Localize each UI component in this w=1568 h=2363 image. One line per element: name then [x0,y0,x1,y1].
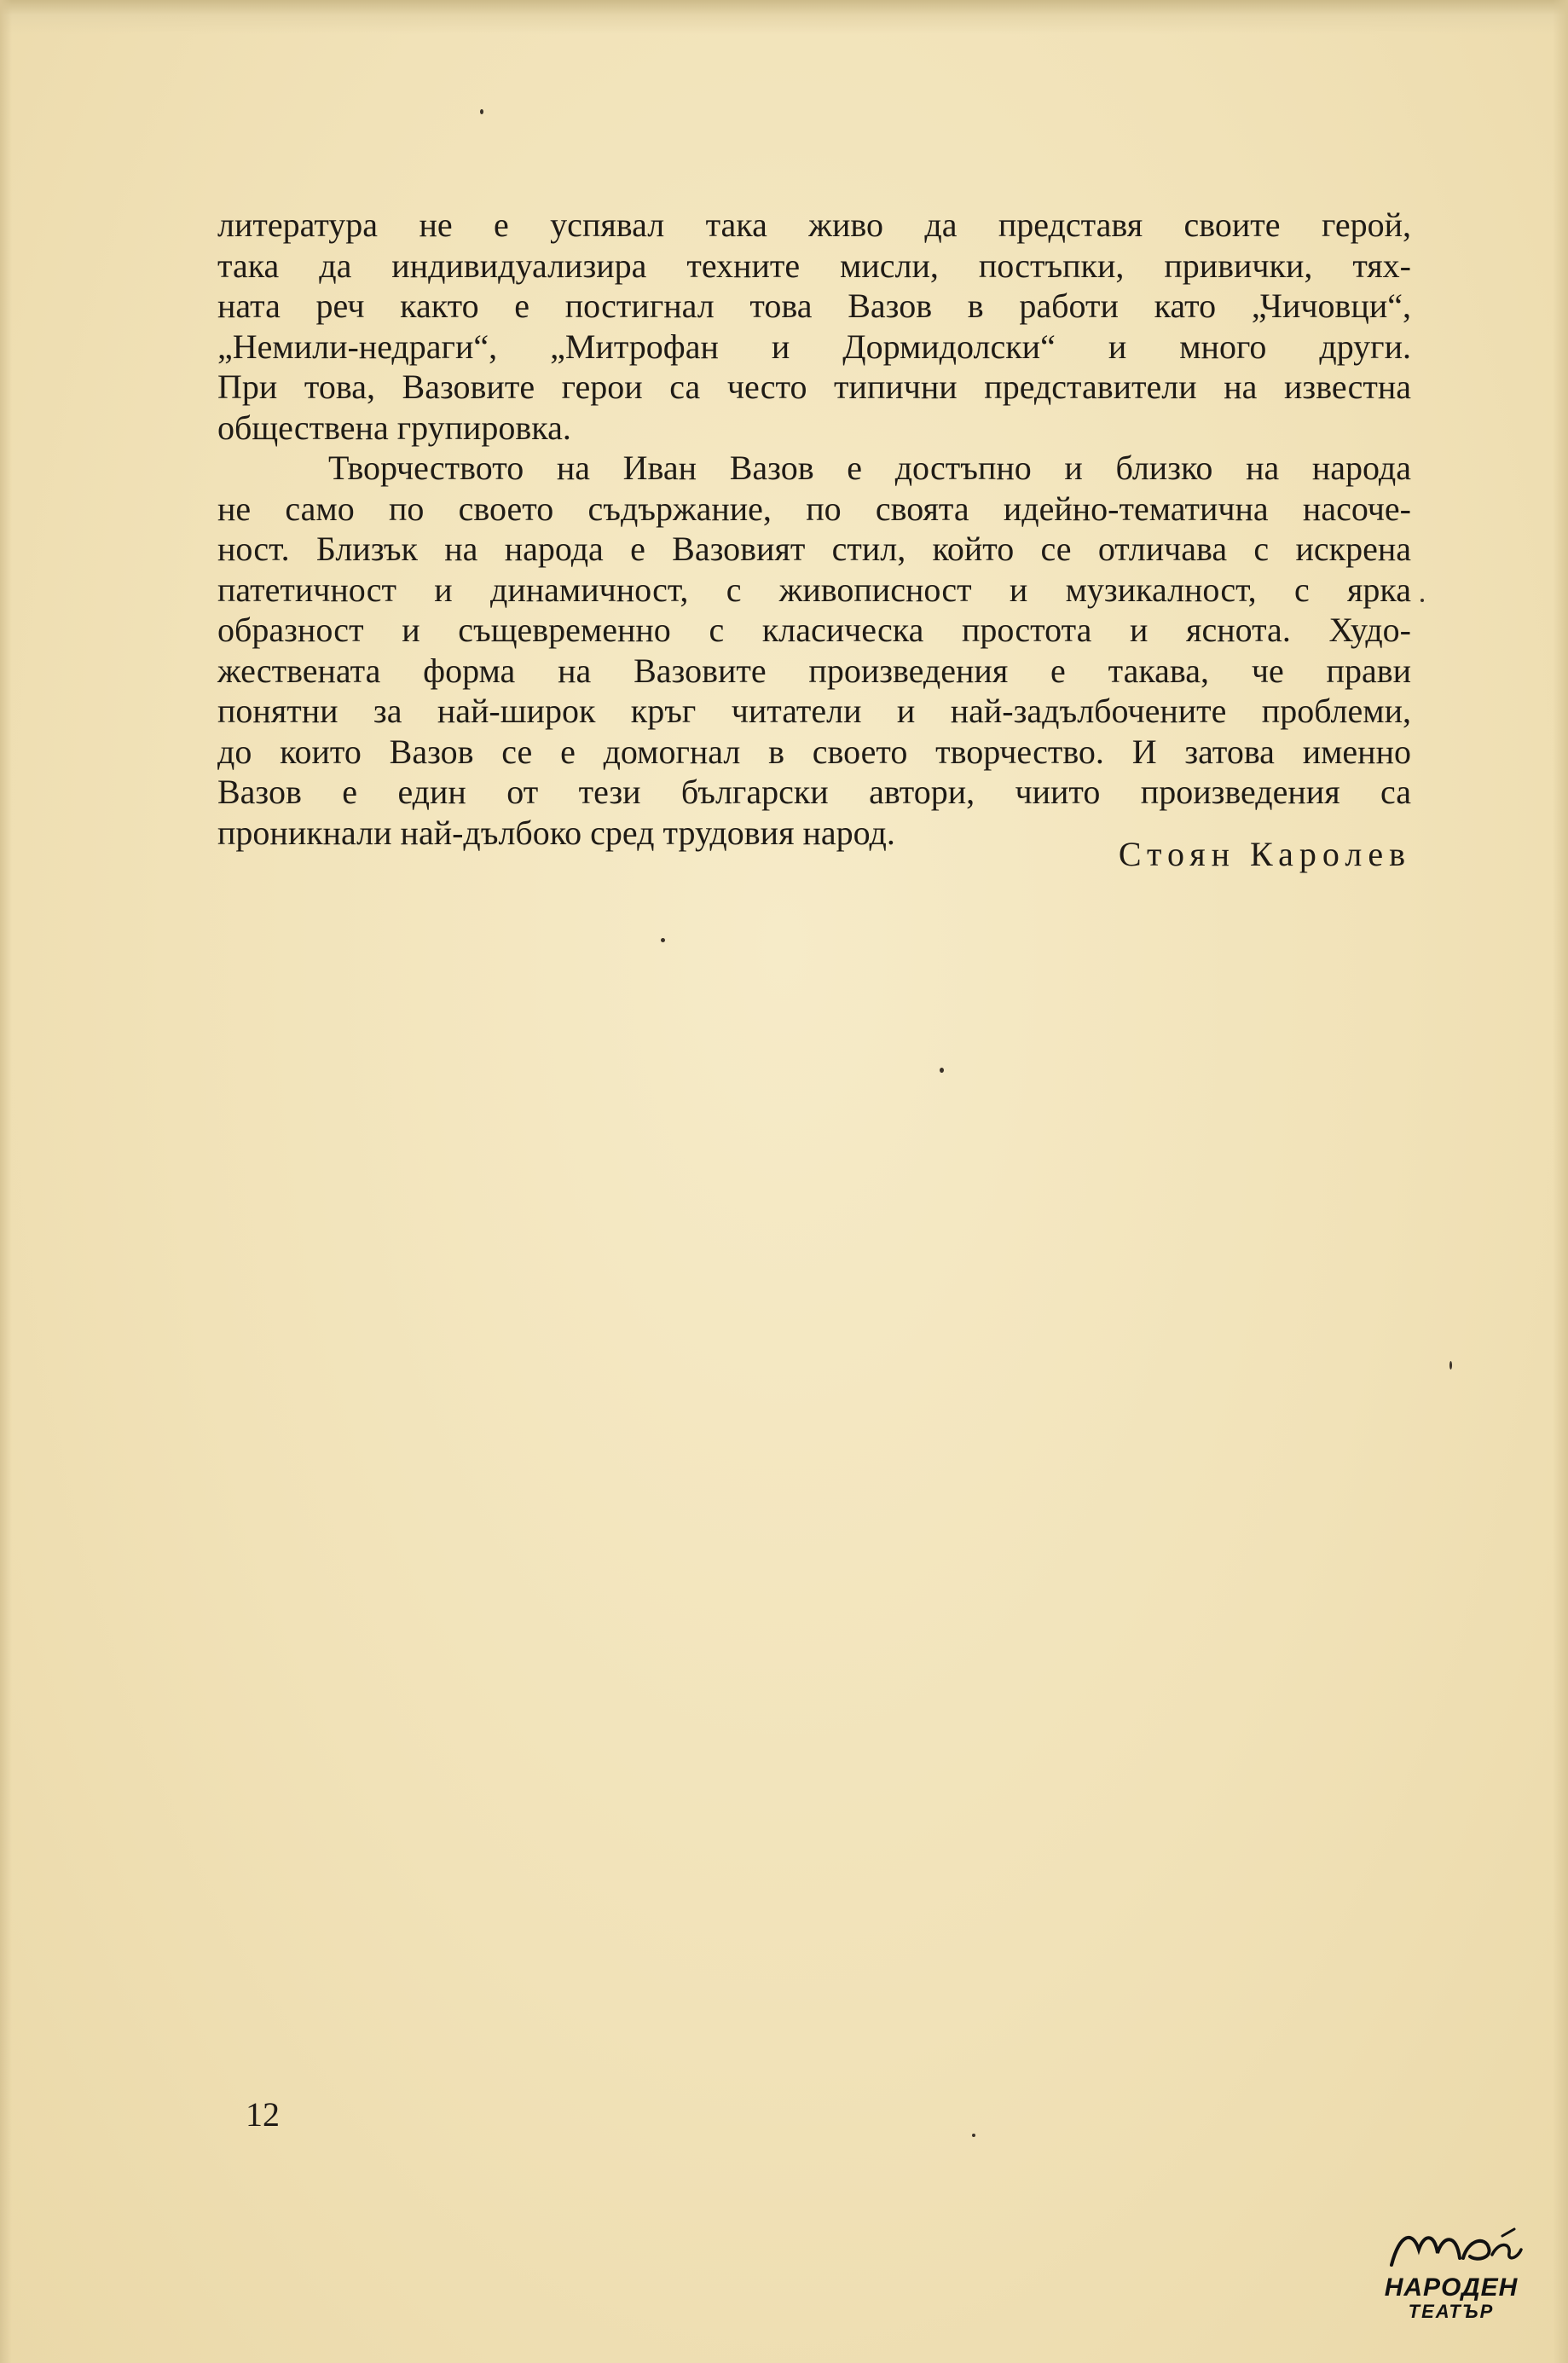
text-line: „Немили-недраги“, „Митрофан и Дормидолски“ и много други. [217,327,1411,366]
text-line: не само по своето съдържание, по своята идейно-тематична насоче- [217,489,1411,528]
stamp-text-line-2: ТЕАТЪР [1408,2301,1495,2322]
paragraph-2 [217,448,1411,853]
text-line: литература не е успявал така живо да представя своите герой, [217,206,1411,244]
paragraph-1 [217,205,1411,448]
paper-speck [1449,1361,1452,1370]
body-text [217,205,1411,853]
text-line: до които Вазов се е домогнал в своето творчество. И затова именно [217,732,1411,771]
text-line: проникнали най-дълбоко сред трудовия народ. [217,813,895,852]
paper-speck [972,2134,975,2137]
page-number: 12 [246,2095,280,2134]
text-line: обществена групировка. [217,408,571,447]
paper-speck [940,1068,944,1073]
stamp-text-line-1: НАРОДЕН [1384,2273,1519,2302]
paper-speck [480,109,483,114]
text-line: така да индивидуализира техните мисли, постъпки, привички, тях- [217,246,1411,285]
text-line: жествената форма на Вазовите произведения е такава, че прави [217,651,1411,690]
paper-left-edge [0,0,12,2363]
text-line: понятни за най-широк кръг читатели и най-задълбочените проблеми, [217,692,1411,730]
national-theatre-stamp [1374,2224,1528,2326]
text-line: Творчеството на Иван Вазов е достъпно и близко на народа [328,449,1411,487]
text-line: ната реч както е постигнал това Вазов в работи като „Чичовци“, [217,287,1411,325]
text-line: образност и същевременно с класическа простота и яснота. Худо- [217,611,1411,649]
national-theatre-logo-icon [1374,2224,1528,2275]
author-signature: Стоян Каролев [1118,835,1411,873]
paper-speck [661,938,665,942]
text-line: Вазов е един от тези български автори, чиито произведения са [217,773,1411,811]
text-line: При това, Вазовите герои са често типични представители на известна [217,368,1411,406]
paper-top-edge [0,0,1568,34]
text-line: патетичност и динамичност, с живописност и музикалност, с ярка [217,570,1411,609]
text-line: ност. Близък на народа е Вазовият стил, който се отличава с искрена [217,530,1411,568]
paper-speck [1420,599,1424,602]
paper-right-edge [1553,0,1568,2363]
